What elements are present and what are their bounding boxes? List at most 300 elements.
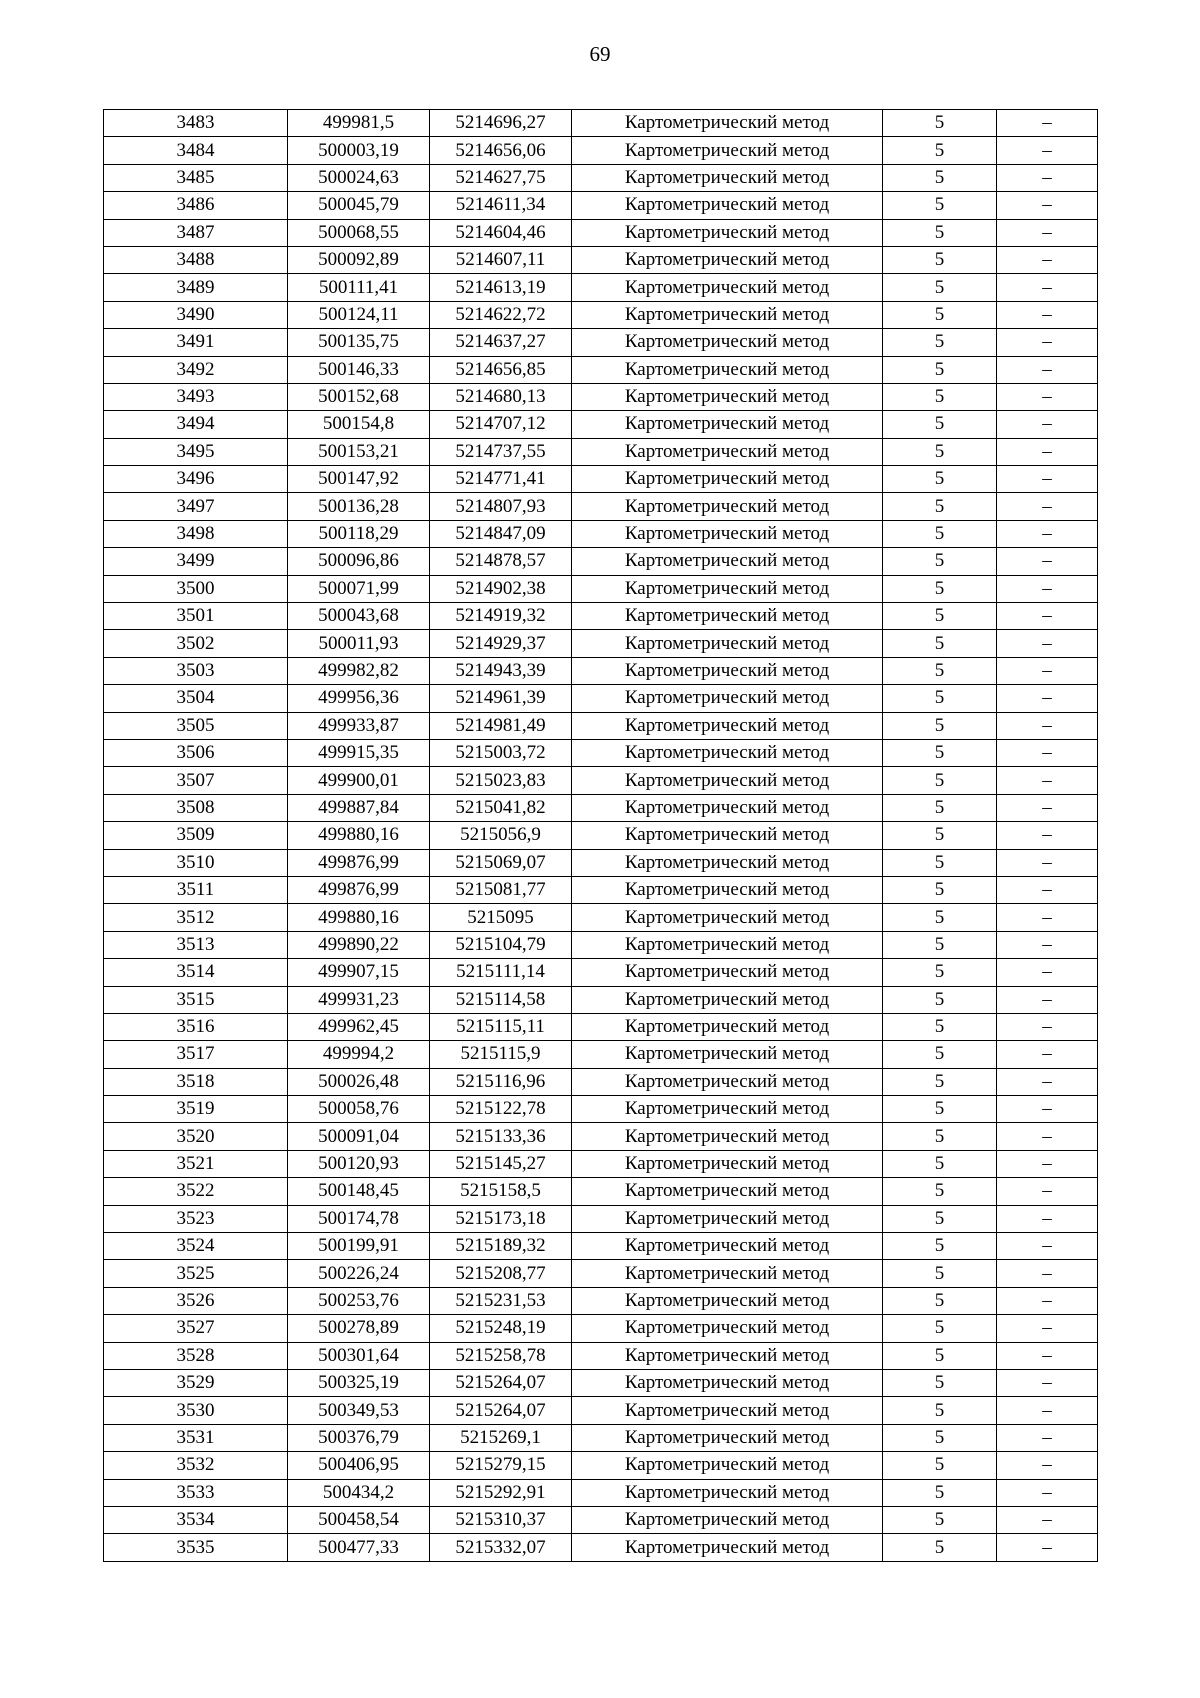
note-cell: – [997, 739, 1098, 766]
accuracy-cell: 5 [883, 822, 997, 849]
accuracy-cell: 5 [883, 1096, 997, 1123]
note-cell: – [997, 1315, 1098, 1342]
note-cell: – [997, 520, 1098, 547]
method-cell: Картометрический метод [572, 137, 883, 164]
table-row [104, 383, 1098, 410]
y-coordinate-cell: 5215258,78 [430, 1342, 572, 1369]
accuracy-cell: 5 [883, 1178, 997, 1205]
point-number-cell: 3504 [104, 685, 288, 712]
point-number-cell: 3501 [104, 603, 288, 630]
note-cell: – [997, 849, 1098, 876]
method-cell: Картометрический метод [572, 520, 883, 547]
method-cell: Картометрический метод [572, 411, 883, 438]
method-cell: Картометрический метод [572, 603, 883, 630]
point-number-cell: 3520 [104, 1123, 288, 1150]
point-number-cell: 3517 [104, 1041, 288, 1068]
accuracy-cell: 5 [883, 1369, 997, 1396]
x-coordinate-cell: 499982,82 [288, 657, 430, 684]
accuracy-cell: 5 [883, 1452, 997, 1479]
accuracy-cell: 5 [883, 1260, 997, 1287]
note-cell: – [997, 466, 1098, 493]
table-row [104, 110, 1098, 137]
method-cell: Картометрический метод [572, 274, 883, 301]
method-cell: Картометрический метод [572, 657, 883, 684]
y-coordinate-cell: 5215081,77 [430, 876, 572, 903]
y-coordinate-cell: 5214627,75 [430, 164, 572, 191]
x-coordinate-cell: 500253,76 [288, 1287, 430, 1314]
x-coordinate-cell: 500026,48 [288, 1068, 430, 1095]
table-row [104, 1397, 1098, 1424]
note-cell: – [997, 356, 1098, 383]
table-row [104, 356, 1098, 383]
note-cell: – [997, 1013, 1098, 1040]
y-coordinate-cell: 5214919,32 [430, 603, 572, 630]
point-number-cell: 3496 [104, 466, 288, 493]
note-cell: – [997, 876, 1098, 903]
y-coordinate-cell: 5215231,53 [430, 1287, 572, 1314]
method-cell: Картометрический метод [572, 1287, 883, 1314]
table-row [104, 411, 1098, 438]
table-row [104, 739, 1098, 766]
point-number-cell: 3503 [104, 657, 288, 684]
x-coordinate-cell: 500120,93 [288, 1150, 430, 1177]
method-cell: Картометрический метод [572, 794, 883, 821]
method-cell: Картометрический метод [572, 986, 883, 1013]
y-coordinate-cell: 5214607,11 [430, 246, 572, 273]
method-cell: Картометрический метод [572, 1123, 883, 1150]
x-coordinate-cell: 500045,79 [288, 192, 430, 219]
note-cell: – [997, 986, 1098, 1013]
table-row [104, 876, 1098, 903]
method-cell: Картометрический метод [572, 712, 883, 739]
note-cell: – [997, 630, 1098, 657]
method-cell: Картометрический метод [572, 1315, 883, 1342]
method-cell: Картометрический метод [572, 164, 883, 191]
table-row [104, 1178, 1098, 1205]
x-coordinate-cell: 500091,04 [288, 1123, 430, 1150]
table-row [104, 603, 1098, 630]
table-row [104, 1369, 1098, 1396]
method-cell: Картометрический метод [572, 876, 883, 903]
x-coordinate-cell: 499876,99 [288, 849, 430, 876]
note-cell: – [997, 657, 1098, 684]
note-cell: – [997, 1506, 1098, 1533]
note-cell: – [997, 1424, 1098, 1451]
y-coordinate-cell: 5214943,39 [430, 657, 572, 684]
y-coordinate-cell: 5214696,27 [430, 110, 572, 137]
table-row [104, 1041, 1098, 1068]
y-coordinate-cell: 5214680,13 [430, 383, 572, 410]
point-number-cell: 3518 [104, 1068, 288, 1095]
x-coordinate-cell: 499956,36 [288, 685, 430, 712]
note-cell: – [997, 575, 1098, 602]
x-coordinate-cell: 499931,23 [288, 986, 430, 1013]
x-coordinate-cell: 500136,28 [288, 493, 430, 520]
table-row [104, 301, 1098, 328]
y-coordinate-cell: 5215122,78 [430, 1096, 572, 1123]
note-cell: – [997, 1342, 1098, 1369]
y-coordinate-cell: 5215115,11 [430, 1013, 572, 1040]
accuracy-cell: 5 [883, 1315, 997, 1342]
method-cell: Картометрический метод [572, 1233, 883, 1260]
y-coordinate-cell: 5215279,15 [430, 1452, 572, 1479]
page-number: 69 [589, 42, 611, 66]
note-cell: – [997, 219, 1098, 246]
y-coordinate-cell: 5215003,72 [430, 739, 572, 766]
note-cell: – [997, 904, 1098, 931]
accuracy-cell: 5 [883, 876, 997, 903]
x-coordinate-cell: 499962,45 [288, 1013, 430, 1040]
note-cell: – [997, 1397, 1098, 1424]
x-coordinate-cell: 500147,92 [288, 466, 430, 493]
x-coordinate-cell: 499880,16 [288, 822, 430, 849]
y-coordinate-cell: 5215023,83 [430, 767, 572, 794]
note-cell: – [997, 164, 1098, 191]
note-cell: – [997, 1178, 1098, 1205]
note-cell: – [997, 712, 1098, 739]
point-number-cell: 3524 [104, 1233, 288, 1260]
x-coordinate-cell: 500011,93 [288, 630, 430, 657]
table-row [104, 630, 1098, 657]
method-cell: Картометрический метод [572, 1260, 883, 1287]
table-row [104, 164, 1098, 191]
accuracy-cell: 5 [883, 657, 997, 684]
method-cell: Картометрический метод [572, 1178, 883, 1205]
x-coordinate-cell: 500068,55 [288, 219, 430, 246]
x-coordinate-cell: 500092,89 [288, 246, 430, 273]
y-coordinate-cell: 5214981,49 [430, 712, 572, 739]
accuracy-cell: 5 [883, 329, 997, 356]
y-coordinate-cell: 5215116,96 [430, 1068, 572, 1095]
accuracy-cell: 5 [883, 931, 997, 958]
y-coordinate-cell: 5215292,91 [430, 1479, 572, 1506]
table-row [104, 657, 1098, 684]
y-coordinate-cell: 5214604,46 [430, 219, 572, 246]
point-number-cell: 3483 [104, 110, 288, 137]
note-cell: – [997, 685, 1098, 712]
y-coordinate-cell: 5215115,9 [430, 1041, 572, 1068]
y-coordinate-cell: 5215041,82 [430, 794, 572, 821]
table-row [104, 822, 1098, 849]
accuracy-cell: 5 [883, 356, 997, 383]
point-number-cell: 3532 [104, 1452, 288, 1479]
x-coordinate-cell: 500154,8 [288, 411, 430, 438]
point-number-cell: 3486 [104, 192, 288, 219]
accuracy-cell: 5 [883, 383, 997, 410]
table-row [104, 575, 1098, 602]
method-cell: Картометрический метод [572, 383, 883, 410]
point-number-cell: 3491 [104, 329, 288, 356]
method-cell: Картометрический метод [572, 959, 883, 986]
table-row [104, 1233, 1098, 1260]
point-number-cell: 3489 [104, 274, 288, 301]
table-row [104, 1506, 1098, 1533]
table-row [104, 520, 1098, 547]
x-coordinate-cell: 500152,68 [288, 383, 430, 410]
table-row [104, 712, 1098, 739]
accuracy-cell: 5 [883, 575, 997, 602]
point-number-cell: 3515 [104, 986, 288, 1013]
method-cell: Картометрический метод [572, 904, 883, 931]
method-cell: Картометрический метод [572, 739, 883, 766]
y-coordinate-cell: 5215111,14 [430, 959, 572, 986]
table-row [104, 466, 1098, 493]
note-cell: – [997, 411, 1098, 438]
table-row [104, 1096, 1098, 1123]
table-body [104, 110, 1098, 1562]
accuracy-cell: 5 [883, 685, 997, 712]
note-cell: – [997, 192, 1098, 219]
x-coordinate-cell: 500458,54 [288, 1506, 430, 1533]
accuracy-cell: 5 [883, 219, 997, 246]
x-coordinate-cell: 500124,11 [288, 301, 430, 328]
table-row [104, 493, 1098, 520]
point-number-cell: 3488 [104, 246, 288, 273]
x-coordinate-cell: 500135,75 [288, 329, 430, 356]
point-number-cell: 3525 [104, 1260, 288, 1287]
method-cell: Картометрический метод [572, 1479, 883, 1506]
point-number-cell: 3499 [104, 548, 288, 575]
accuracy-cell: 5 [883, 739, 997, 766]
point-number-cell: 3528 [104, 1342, 288, 1369]
method-cell: Картометрический метод [572, 1424, 883, 1451]
method-cell: Картометрический метод [572, 822, 883, 849]
accuracy-cell: 5 [883, 493, 997, 520]
note-cell: – [997, 1233, 1098, 1260]
x-coordinate-cell: 500111,41 [288, 274, 430, 301]
point-number-cell: 3498 [104, 520, 288, 547]
note-cell: – [997, 1452, 1098, 1479]
method-cell: Картометрический метод [572, 1150, 883, 1177]
table-row [104, 1205, 1098, 1232]
method-cell: Картометрический метод [572, 1369, 883, 1396]
table-row [104, 959, 1098, 986]
note-cell: – [997, 301, 1098, 328]
point-number-cell: 3487 [104, 219, 288, 246]
method-cell: Картометрический метод [572, 192, 883, 219]
note-cell: – [997, 1260, 1098, 1287]
note-cell: – [997, 274, 1098, 301]
table-row [104, 219, 1098, 246]
accuracy-cell: 5 [883, 1506, 997, 1533]
x-coordinate-cell: 500349,53 [288, 1397, 430, 1424]
accuracy-cell: 5 [883, 1534, 997, 1561]
note-cell: – [997, 931, 1098, 958]
accuracy-cell: 5 [883, 548, 997, 575]
accuracy-cell: 5 [883, 603, 997, 630]
table-row [104, 1150, 1098, 1177]
accuracy-cell: 5 [883, 246, 997, 273]
method-cell: Картометрический метод [572, 685, 883, 712]
y-coordinate-cell: 5215332,07 [430, 1534, 572, 1561]
y-coordinate-cell: 5214961,39 [430, 685, 572, 712]
point-number-cell: 3510 [104, 849, 288, 876]
table-row [104, 1342, 1098, 1369]
point-number-cell: 3535 [104, 1534, 288, 1561]
note-cell: – [997, 1041, 1098, 1068]
table-row [104, 438, 1098, 465]
x-coordinate-cell: 499890,22 [288, 931, 430, 958]
x-coordinate-cell: 499933,87 [288, 712, 430, 739]
y-coordinate-cell: 5214902,38 [430, 575, 572, 602]
point-number-cell: 3519 [104, 1096, 288, 1123]
point-number-cell: 3533 [104, 1479, 288, 1506]
table-row [104, 685, 1098, 712]
y-coordinate-cell: 5214737,55 [430, 438, 572, 465]
table-row [104, 849, 1098, 876]
method-cell: Картометрический метод [572, 1397, 883, 1424]
x-coordinate-cell: 499876,99 [288, 876, 430, 903]
x-coordinate-cell: 500153,21 [288, 438, 430, 465]
note-cell: – [997, 794, 1098, 821]
point-number-cell: 3529 [104, 1369, 288, 1396]
point-number-cell: 3521 [104, 1150, 288, 1177]
point-number-cell: 3516 [104, 1013, 288, 1040]
method-cell: Картометрический метод [572, 466, 883, 493]
table-row [104, 274, 1098, 301]
x-coordinate-cell: 500174,78 [288, 1205, 430, 1232]
y-coordinate-cell: 5215310,37 [430, 1506, 572, 1533]
method-cell: Картометрический метод [572, 1342, 883, 1369]
table-row [104, 1424, 1098, 1451]
coordinates-table [103, 109, 1098, 1562]
accuracy-cell: 5 [883, 164, 997, 191]
method-cell: Картометрический метод [572, 575, 883, 602]
method-cell: Картометрический метод [572, 1506, 883, 1533]
x-coordinate-cell: 499981,5 [288, 110, 430, 137]
y-coordinate-cell: 5215133,36 [430, 1123, 572, 1150]
x-coordinate-cell: 500043,68 [288, 603, 430, 630]
accuracy-cell: 5 [883, 959, 997, 986]
point-number-cell: 3534 [104, 1506, 288, 1533]
accuracy-cell: 5 [883, 192, 997, 219]
note-cell: – [997, 1534, 1098, 1561]
point-number-cell: 3512 [104, 904, 288, 931]
y-coordinate-cell: 5215095 [430, 904, 572, 931]
note-cell: – [997, 246, 1098, 273]
x-coordinate-cell: 499994,2 [288, 1041, 430, 1068]
x-coordinate-cell: 500146,33 [288, 356, 430, 383]
accuracy-cell: 5 [883, 1233, 997, 1260]
point-number-cell: 3514 [104, 959, 288, 986]
table-row [104, 1123, 1098, 1150]
point-number-cell: 3531 [104, 1424, 288, 1451]
accuracy-cell: 5 [883, 411, 997, 438]
table-row [104, 1260, 1098, 1287]
note-cell: – [997, 822, 1098, 849]
y-coordinate-cell: 5214807,93 [430, 493, 572, 520]
table-row [104, 1315, 1098, 1342]
accuracy-cell: 5 [883, 110, 997, 137]
y-coordinate-cell: 5214637,27 [430, 329, 572, 356]
y-coordinate-cell: 5215208,77 [430, 1260, 572, 1287]
y-coordinate-cell: 5214613,19 [430, 274, 572, 301]
table-row [104, 986, 1098, 1013]
y-coordinate-cell: 5215264,07 [430, 1369, 572, 1396]
y-coordinate-cell: 5215189,32 [430, 1233, 572, 1260]
note-cell: – [997, 1096, 1098, 1123]
point-number-cell: 3522 [104, 1178, 288, 1205]
point-number-cell: 3502 [104, 630, 288, 657]
accuracy-cell: 5 [883, 767, 997, 794]
accuracy-cell: 5 [883, 1068, 997, 1095]
method-cell: Картометрический метод [572, 1041, 883, 1068]
note-cell: – [997, 383, 1098, 410]
method-cell: Картометрический метод [572, 767, 883, 794]
note-cell: – [997, 438, 1098, 465]
y-coordinate-cell: 5215158,5 [430, 1178, 572, 1205]
point-number-cell: 3500 [104, 575, 288, 602]
y-coordinate-cell: 5214847,09 [430, 520, 572, 547]
point-number-cell: 3493 [104, 383, 288, 410]
y-coordinate-cell: 5215114,58 [430, 986, 572, 1013]
table-row [104, 246, 1098, 273]
accuracy-cell: 5 [883, 1479, 997, 1506]
x-coordinate-cell: 500301,64 [288, 1342, 430, 1369]
point-number-cell: 3526 [104, 1287, 288, 1314]
x-coordinate-cell: 500071,99 [288, 575, 430, 602]
point-number-cell: 3497 [104, 493, 288, 520]
note-cell: – [997, 137, 1098, 164]
point-number-cell: 3508 [104, 794, 288, 821]
accuracy-cell: 5 [883, 794, 997, 821]
x-coordinate-cell: 500148,45 [288, 1178, 430, 1205]
x-coordinate-cell: 499880,16 [288, 904, 430, 931]
x-coordinate-cell: 500406,95 [288, 1452, 430, 1479]
table-row [104, 1287, 1098, 1314]
point-number-cell: 3530 [104, 1397, 288, 1424]
y-coordinate-cell: 5215056,9 [430, 822, 572, 849]
y-coordinate-cell: 5214622,72 [430, 301, 572, 328]
note-cell: – [997, 1123, 1098, 1150]
accuracy-cell: 5 [883, 301, 997, 328]
point-number-cell: 3513 [104, 931, 288, 958]
point-number-cell: 3505 [104, 712, 288, 739]
note-cell: – [997, 1479, 1098, 1506]
accuracy-cell: 5 [883, 1342, 997, 1369]
x-coordinate-cell: 500278,89 [288, 1315, 430, 1342]
y-coordinate-cell: 5215264,07 [430, 1397, 572, 1424]
note-cell: – [997, 329, 1098, 356]
method-cell: Картометрический метод [572, 1452, 883, 1479]
method-cell: Картометрический метод [572, 849, 883, 876]
table-row [104, 794, 1098, 821]
method-cell: Картометрический метод [572, 548, 883, 575]
point-number-cell: 3492 [104, 356, 288, 383]
note-cell: – [997, 548, 1098, 575]
y-coordinate-cell: 5215104,79 [430, 931, 572, 958]
accuracy-cell: 5 [883, 630, 997, 657]
accuracy-cell: 5 [883, 986, 997, 1013]
method-cell: Картометрический метод [572, 356, 883, 383]
accuracy-cell: 5 [883, 438, 997, 465]
y-coordinate-cell: 5214929,37 [430, 630, 572, 657]
method-cell: Картометрический метод [572, 301, 883, 328]
x-coordinate-cell: 499915,35 [288, 739, 430, 766]
method-cell: Картометрический метод [572, 493, 883, 520]
note-cell: – [997, 959, 1098, 986]
point-number-cell: 3495 [104, 438, 288, 465]
table-row [104, 137, 1098, 164]
point-number-cell: 3507 [104, 767, 288, 794]
method-cell: Картометрический метод [572, 1096, 883, 1123]
accuracy-cell: 5 [883, 137, 997, 164]
accuracy-cell: 5 [883, 1424, 997, 1451]
table-row [104, 931, 1098, 958]
accuracy-cell: 5 [883, 520, 997, 547]
table-row [104, 767, 1098, 794]
y-coordinate-cell: 5215145,27 [430, 1150, 572, 1177]
